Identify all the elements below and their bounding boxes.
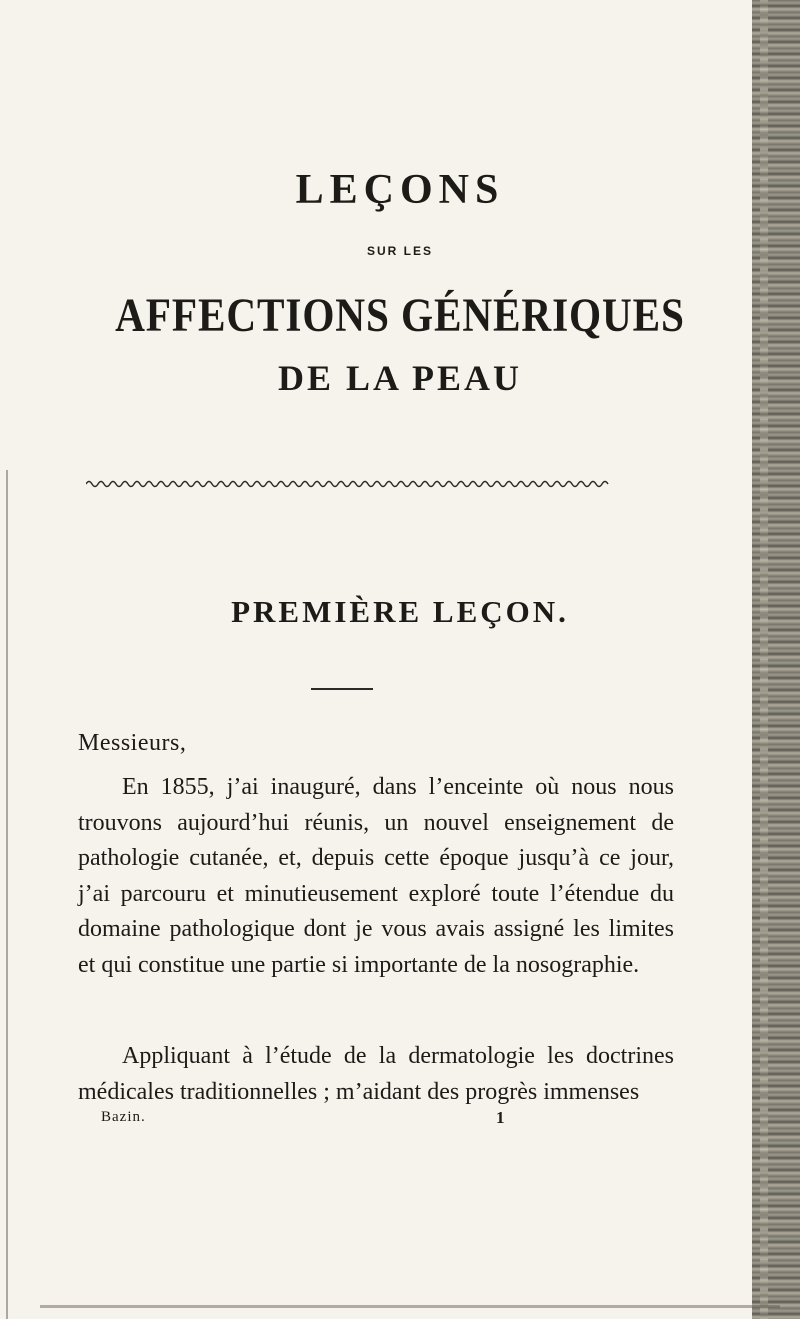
book-subtitle: AFFECTIONS GÉNÉRIQUES <box>115 289 685 342</box>
short-divider <box>311 688 373 690</box>
paragraph-2: Appliquant à l’étude de la dermatologie les doctrines médicales traditionnelles ; m’aidant des progrès immenses <box>78 1043 674 1105</box>
wavy-divider <box>86 478 610 490</box>
lesson-heading: PREMIÈRE LEÇON. <box>231 594 569 629</box>
sur-les-text: SUR LES <box>366 244 433 258</box>
bottom-line <box>40 1305 780 1308</box>
book-title: LEÇONS <box>295 167 505 213</box>
signature-mark: Bazin. <box>101 1109 146 1125</box>
page-number: 1 <box>496 1108 505 1127</box>
salutation: Messieurs, <box>78 730 187 756</box>
paragraph-1: En 1855, j’ai inauguré, dans l’enceinte où nous nous trouvons aujourd’hui réunis, un nouvel enseignement de pathologie cutanée, et, depuis cette époque jusqu’à ce jour, j’ai parcouru et minutieusement exploré toute l’étendue du domaine pathologique dont je vous avais assigné les limites et qui constitue une partie si importante de la nosographie. <box>78 774 674 978</box>
book-subtitle-2: DE LA PEAU <box>277 358 523 398</box>
